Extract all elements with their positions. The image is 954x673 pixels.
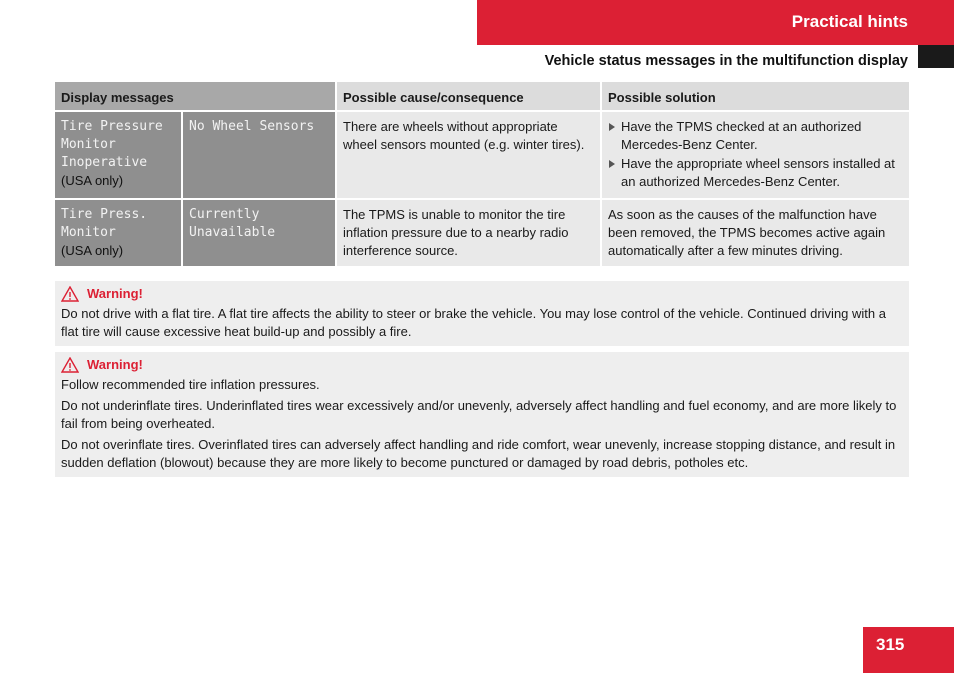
warning-box bbox=[55, 352, 909, 477]
cause-text: There are wheels without appropriate wheel sensors mounted (e.g. winter tires). bbox=[343, 119, 585, 152]
column-header-cause: Possible cause/consequence bbox=[336, 82, 601, 111]
warning-title: Warning! bbox=[87, 357, 143, 372]
secondary-message-cell bbox=[182, 111, 336, 199]
table-row bbox=[55, 199, 909, 266]
cause-cell bbox=[336, 199, 601, 266]
solution-cell bbox=[601, 111, 909, 199]
warning-triangle-icon bbox=[61, 286, 79, 302]
page-number-badge bbox=[863, 627, 954, 673]
display-message-line: Monitor bbox=[61, 137, 116, 152]
warning-paragraph: Follow recommended tire inflation pressures. bbox=[61, 377, 320, 392]
warning-heading bbox=[61, 285, 903, 303]
display-message-cell bbox=[55, 111, 182, 199]
page-number: 315 bbox=[876, 635, 905, 654]
solution-cell bbox=[601, 199, 909, 266]
side-tab-marker bbox=[918, 45, 954, 68]
cause-cell bbox=[336, 111, 601, 199]
table-header-row bbox=[55, 82, 909, 111]
triangle-bullet-icon bbox=[609, 160, 615, 168]
secondary-message-cell bbox=[182, 199, 336, 266]
warning-paragraph: Do not underinflate tires. Underinflated tires wear excessively and/or unevenly, adversely affect handling and fuel economy, and are more likely to fail from being overheated. bbox=[61, 398, 897, 431]
status-messages-table bbox=[55, 82, 909, 266]
secondary-message: No Wheel Sensors bbox=[189, 119, 315, 134]
page-subtitle: Vehicle status messages in the multifunction display bbox=[544, 53, 908, 69]
warning-paragraph: Do not overinflate tires. Overinflated tires can adversely affect handling and ride comfort, wear unevenly, increase stopping distance, and result in sudden deflation (blowout) because they are more likely to become punctured or damaged by road debris, potholes etc. bbox=[61, 437, 896, 470]
table-row bbox=[55, 111, 909, 199]
warning-triangle-icon bbox=[61, 357, 79, 373]
region-note: (USA only) bbox=[61, 243, 124, 258]
region-note: (USA only) bbox=[61, 173, 124, 188]
triangle-bullet-icon bbox=[609, 123, 615, 131]
solution-text: Have the appropriate wheel sensors installed at an authorized Mercedes-Benz Center. bbox=[621, 156, 895, 189]
display-message-line: Monitor bbox=[61, 225, 116, 240]
warning-title: Warning! bbox=[87, 286, 143, 301]
cause-text: The TPMS is unable to monitor the tire inflation pressure due to a nearby radio interference source. bbox=[343, 207, 569, 258]
warning-paragraph: Do not drive with a flat tire. A flat tire affects the ability to steer or brake the vehicle. You may lose control of the vehicle. Continued driving with a flat tire will cause excessive heat build-up and possibly a fire. bbox=[61, 306, 886, 339]
solution-item bbox=[608, 118, 903, 154]
secondary-message-line: Currently bbox=[189, 207, 260, 222]
display-message-cell bbox=[55, 199, 182, 266]
solution-text: Have the TPMS checked at an authorized Mercedes-Benz Center. bbox=[621, 119, 862, 152]
display-message-line: Tire Press. bbox=[61, 207, 148, 222]
warning-heading bbox=[61, 356, 903, 374]
solution-text: As soon as the causes of the malfunction have been removed, the TPMS becomes active again automatically after a few minutes driving. bbox=[608, 207, 886, 258]
display-message-line: Inoperative bbox=[61, 155, 148, 170]
display-message-line: Tire Pressure bbox=[61, 119, 163, 134]
column-header-solution: Possible solution bbox=[601, 82, 909, 111]
section-title: Practical hints bbox=[791, 12, 908, 31]
warning-box bbox=[55, 281, 909, 346]
secondary-message-line: Unavailable bbox=[189, 225, 276, 240]
column-header-display-messages: Display messages bbox=[55, 82, 336, 111]
solution-item bbox=[608, 155, 903, 191]
